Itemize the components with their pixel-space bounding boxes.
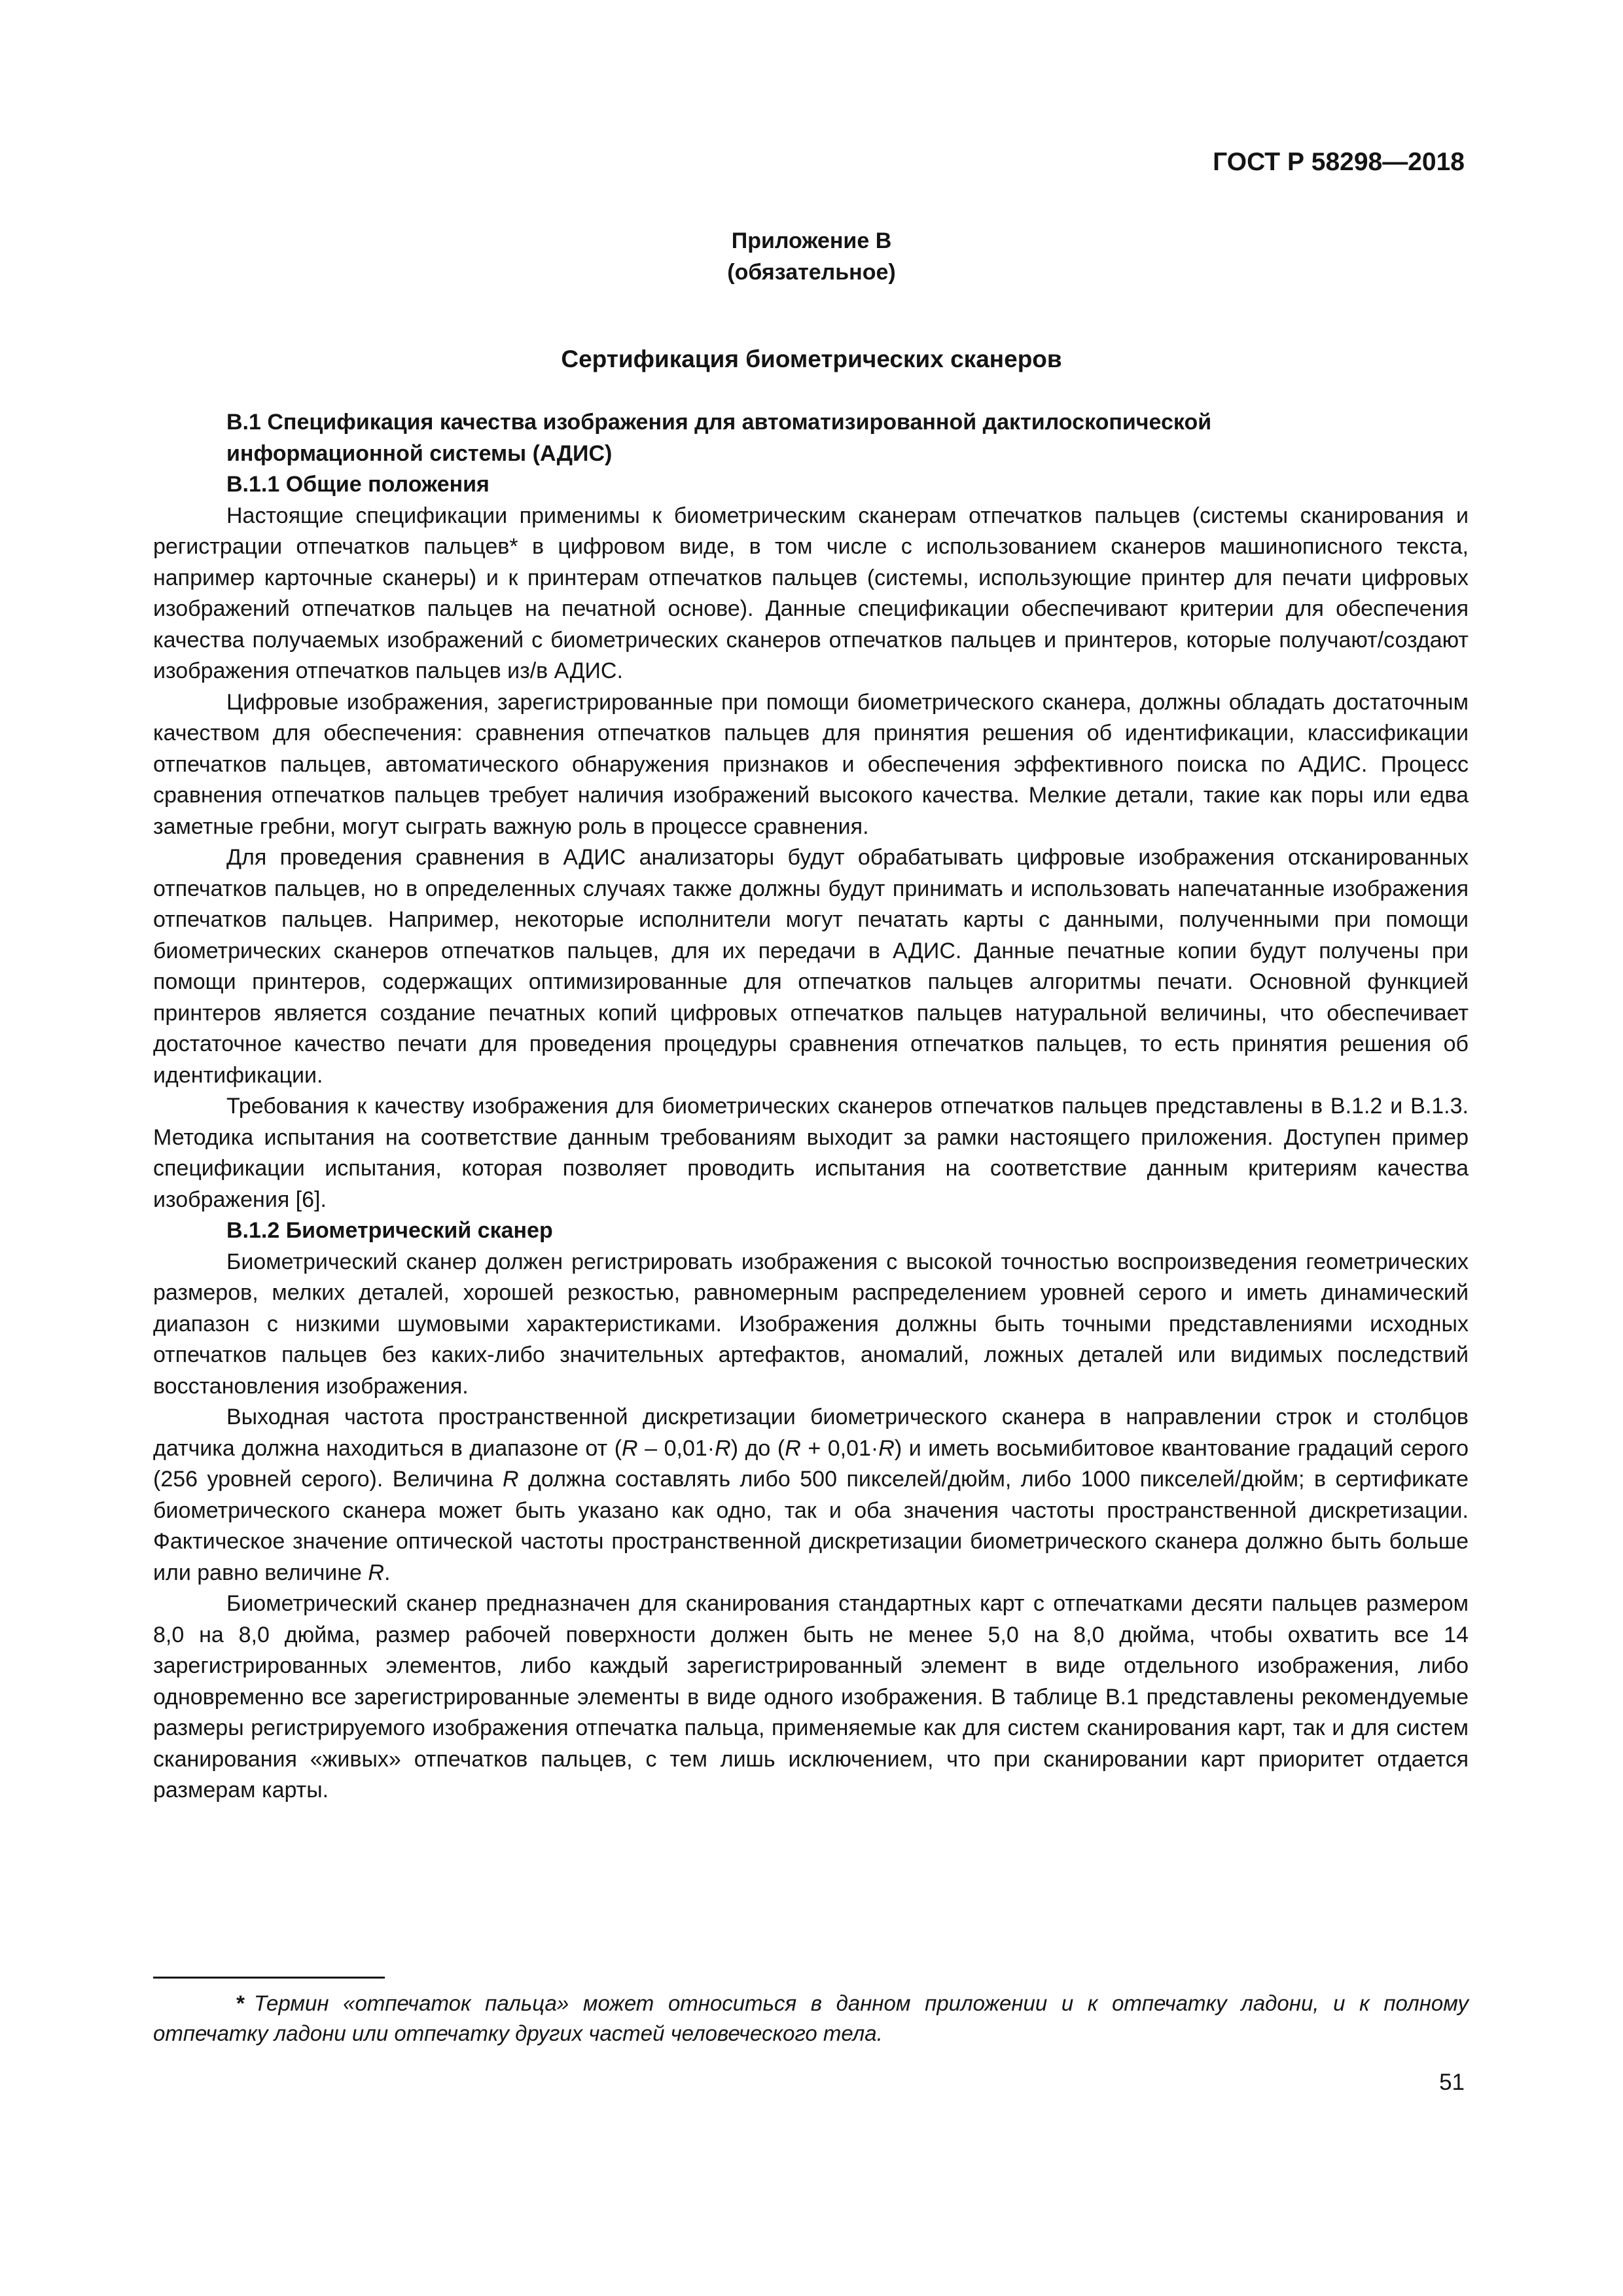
section-b1-heading-line1: В.1 Спецификация качества изображения для автоматизированной дактилоскопической: [226, 410, 1212, 435]
paragraph: Настоящие спецификации применимы к биометрическим сканерам отпечатков пальцев (системы сканирования и регистрации отпечатков пальцев* в цифровом виде, в том числе с использованием сканеров машинописного текста, например карточные сканеры) и к принтерам отпечатков пальцев (системы, использующие принтер для печати цифровых изображений отпечатков пальцев на печатной основе). Данные спецификации обеспечивают критерии для обеспечения качества получаемых изображений с биометрических сканеров отпечатков пальцев и принтеров, которые получают/создают изображения отпечатков пальцев из/в АДИС.: [153, 503, 1469, 683]
footnote-divider: [153, 1977, 385, 1979]
annex-status: (обязательное): [727, 260, 896, 285]
section-b1-heading-line2: информационной системы (АДИС): [226, 440, 613, 466]
section-b11-heading: В.1.1 Общие положения: [226, 472, 490, 497]
annex-heading: [0, 225, 1623, 288]
paragraph: Биометрический сканер предназначен для сканирования стандартных карт с отпечатками десяти пальцев размером 8,0 на 8,0 дюйма, размер рабочей поверхности должен быть не менее 5,0 на 8,0 дюйма, чтобы охватить все 14 зарегистрированных элементов, либо каждый зарегистрированный элемент в виде отдельного изображения, либо одновременно все зарегистрированные элементы в виде одного изображения. В таблице В.1 представлены рекомендуемые размеры регистрируемого изображения отпечатка пальца, применяемые как для систем сканирования карт, так и для систем сканирования «живых» отпечатков пальцев, с тем лишь исключением, что при сканировании карт приоритет отдается размерам карты.: [153, 1591, 1469, 1803]
paragraph: Требования к качеству изображения для биометрических сканеров отпечатков пальцев представлены в В.1.2 и В.1.3. Методика испытания на соответствие данным требованиям выходит за рамки настоящего приложения. Доступен пример спецификации испытания, которая позволяет проводить испытания на соответствие данным критериям качества изображения [6].: [153, 1094, 1469, 1212]
section-b1-heading: [153, 407, 1469, 469]
document-body: [153, 407, 1469, 1806]
page-number: 51: [1439, 2070, 1465, 2095]
paragraph: Для проведения сравнения в АДИС анализаторы будут обрабатывать цифровые изображения отсканированных отпечатков пальцев, но в определенных случаях также должны будут принимать и использовать напечатанные изображения отпечатков пальцев. Например, некоторые исполнители могут печатать карты с данными, полученными при помощи биометрических сканеров отпечатков пальцев, для их передачи в АДИС. Данные печатные копии будут получены при помощи принтеров, содержащих оптимизированные для отпечатков пальцев алгоритмы печати. Основной функцией принтеров является создание печатных копий цифровых отпечатков пальцев натуральной величины, что обеспечивает достаточное качество печати для проведения процедуры сравнения отпечатков пальцев, то есть принятия решения об идентификации.: [153, 845, 1469, 1088]
footnote: [153, 1988, 1469, 2049]
annex-title: Сертификация биометрических сканеров: [561, 346, 1062, 372]
footnote-text: Термин «отпечаток пальца» может относиться в данном приложении и к отпечатку ладони, и к полному отпечатку ладони или отпечатку других частей человеческого тела.: [153, 1991, 1469, 2045]
section-b12-heading: В.1.2 Биометрический сканер: [226, 1218, 553, 1243]
annex-label: Приложение В: [731, 228, 892, 253]
document-code: ГОСТ Р 58298—2018: [1213, 148, 1465, 176]
paragraph-sampling-rate: Выходная частота пространственной дискретизации биометрического сканера в направлении строк и столбцов датчика должна находиться в диапазоне от (R – 0,01·R) до (R + 0,01·R) и иметь восьмибитовое квантование градаций серого (256 уровней серого). Величина R должна составлять либо 500 пикселей/дюйм, либо 1000 пикселей/дюйм; в сертификате биометрического сканера может быть указано как одно, так и оба значения частоты пространственной дискретизации. Фактическое значение оптической частоты пространственной дискретизации биометрического сканера должно быть больше или равно величине R.: [153, 1405, 1469, 1585]
footnote-mark: *: [236, 1991, 245, 2015]
paragraph: Цифровые изображения, зарегистрированные при помощи биометрического сканера, должны обладать достаточным качеством для обеспечения: сравнения отпечатков пальцев для принятия решения об идентификации, классификации отпечатков пальцев, автоматического обнаружения признаков и обеспечения эффективного поиска по АДИС. Процесс сравнения отпечатков пальцев требует наличия изображений высокого качества. Мелкие детали, такие как поры или едва заметные гребни, могут сыграть важную роль в процессе сравнения.: [153, 689, 1469, 839]
paragraph: Биометрический сканер должен регистрировать изображения с высокой точностью воспроизведения геометрических размеров, мелких деталей, хорошей резкостью, равномерным распределением уровней серого и иметь динамический диапазон с низкими шумовыми характеристиками. Изображения должны быть точными представлениями исходных отпечатков пальцев без каких-либо значительных артефактов, аномалий, ложных деталей или видимых последствий восстановления изображения.: [153, 1249, 1469, 1399]
